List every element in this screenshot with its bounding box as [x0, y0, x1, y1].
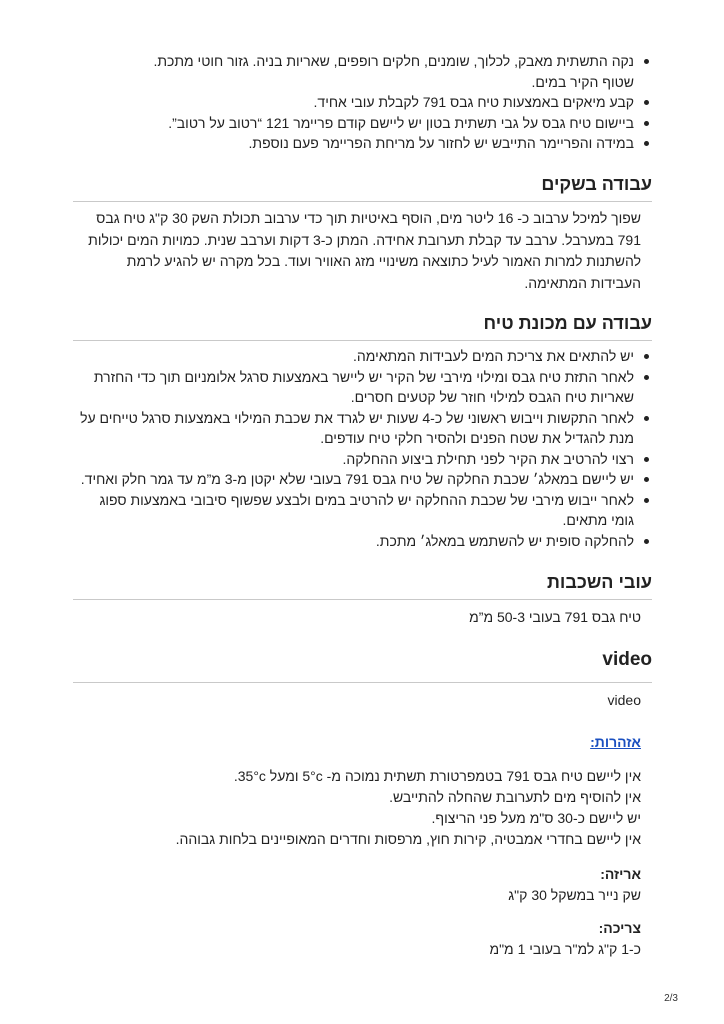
section-paragraph: שפוך למיכל ערבוב כ- 16 ליטר מים, הוסף באיטיות תוך כדי ערבוב תכולת השק 30 ק"ג טיח גבס 791 במערבל. ערבב עד קבלת תערובת אחידה. המתן כ-3 דקות וערבב שנית. כמויות המים יכולות להשתנות למרות האמור לעיל כתוצאה משינויי מזג האוויר ועוד. בכל מקרה יש להגיע לרמת העבידות המתאימה. — [88, 210, 641, 291]
warning-line: אין ליישם טיח גבס 791 בטמפרטורת תשתית נמוכה מ- 5°c ומעל 35°c. — [233, 768, 641, 784]
section-title: עבודה בשקים — [541, 174, 652, 194]
section-title: עובי השכבות — [546, 572, 652, 592]
list-item: לאחר התקשות וייבוש ראשוני של כ-4 שעות יש לגרד את שכבת המילוי באמצעות סרגל טייחים על מנת להגדיל את שטח הפנים ולהסיר חלקי טיח עודפים. — [75, 408, 652, 449]
warnings-title-link[interactable]: אזהרות: — [590, 734, 641, 750]
machine-section — [73, 313, 652, 551]
section-title: video — [602, 649, 652, 670]
thickness-text: טיח גבס 791 בעובי 50-3 מ”מ — [469, 609, 641, 625]
list-item: נקה התשתית מאבק, לכלוך, שומנים, חלקים רופפים, שאריות בניה. גזור חוטי מתכת. שטוף הקיר במים. — [73, 51, 652, 92]
warning-line: אין ליישם בחדרי אמבטיה, קירות חוץ, מרפסות וחדרים המאופיינים בלחות גבוהה. — [175, 831, 641, 847]
packaging-text: שק נייר במשקל 30 ק"ג — [508, 887, 641, 903]
warning-line: יש ליישם כ-30 ס"מ מעל פני הריצוף. — [431, 810, 641, 826]
list-item: קבע מיאקים באמצעות טיח גבס 791 לקבלת עובי אחיד. — [73, 92, 652, 113]
list-item: רצוי להרטיב את הקיר לפני תחילת ביצוע ההחלקה. — [75, 449, 652, 470]
list-item: במידה והפריימר התייבש יש לחזור על מריחת הפריימר פעם נוספת. — [73, 133, 652, 154]
page-number: 2/3 — [664, 993, 678, 1004]
packaging-section — [73, 866, 652, 906]
warning-line: אין להוסיף מים לתערובת שהחלה להתייבש. — [389, 789, 641, 805]
list-item: יש ליישם במאלג׳ שכבת החלקה של טיח גבס 791 בעובי שלא יקטן מ-3 מ”מ עד גמר חלק ואחיד. — [75, 469, 652, 490]
bags-section — [73, 174, 652, 294]
list-item: להחלקה סופית יש להשתמש במאלג׳ מתכת. — [75, 531, 652, 552]
warnings-section — [73, 734, 652, 850]
intro-bullet-list — [73, 51, 652, 154]
video-text: video — [607, 692, 641, 708]
machine-bullet-list — [73, 346, 652, 551]
consumption-section — [73, 920, 652, 960]
intro-block — [73, 51, 652, 154]
consumption-text: כ-1 ק"ג למ"ר בעובי 1 מ"מ — [489, 941, 641, 957]
list-item: לאחר ייבוש מירבי של שכבת ההחלקה יש להרטיב במים ולבצע שפשוף סיבובי באמצעות ספוג גומי מתאים. — [75, 490, 652, 531]
list-item: ביישום טיח גבס על גבי תשתית בטון יש ליישם קודם פריימר 121 “רטוב על רטוב”. — [73, 113, 652, 134]
list-item: יש להתאים את צריכת המים לעבידות המתאימה. — [75, 346, 652, 367]
consumption-title: צריכה: — [598, 920, 641, 936]
packaging-title: אריזה: — [600, 866, 641, 882]
video-section — [73, 649, 652, 711]
section-title: עבודה עם מכונת טיח — [483, 313, 652, 333]
thickness-section — [73, 572, 652, 628]
list-item: לאחר התזת טיח גבס ומילוי מירבי של הקיר יש ליישר באמצעות סרגל אלומניום תוך כדי החזרת שאריות טיח הגבס למילוי חוזר של קטעים חסרים. — [75, 367, 652, 408]
